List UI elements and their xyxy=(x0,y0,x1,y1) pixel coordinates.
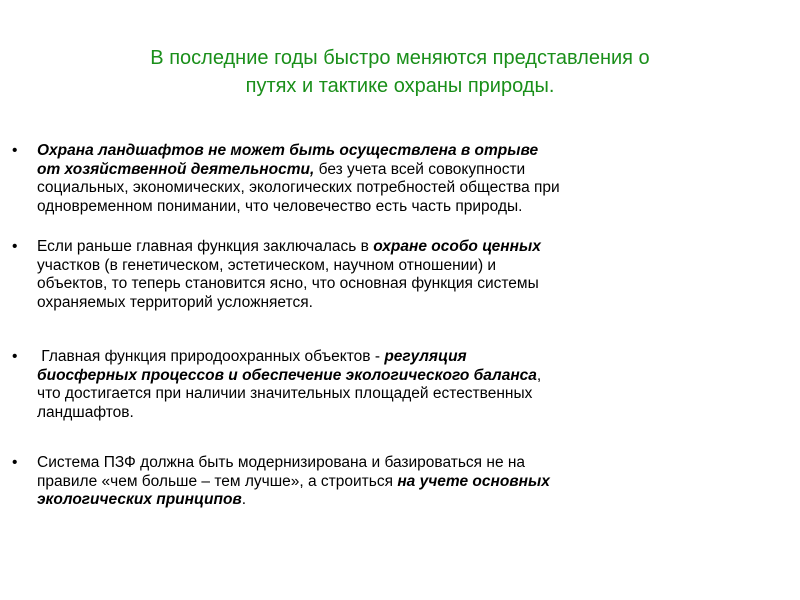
bullet-dot-icon: • xyxy=(12,454,18,471)
plain-text: , xyxy=(536,366,542,384)
emphasis-text: регуляция xyxy=(384,348,467,365)
plain-text: без учета всей совокупности xyxy=(314,160,526,178)
emphasis-text: от хозяйственной деятельности, xyxy=(37,160,315,178)
bullet-item-2 xyxy=(10,238,795,312)
bullet-item-3 xyxy=(10,348,795,422)
emphasis-text: на учете основных xyxy=(397,472,550,490)
bullet-2-line-3: объектов, то теперь становится ясно, что основная функция системы xyxy=(37,275,539,292)
bullet-dot-icon: • xyxy=(12,348,18,365)
bullet-2-line-4: охраняемых территорий усложняется. xyxy=(37,293,313,311)
bullet-1-line-3: социальных, экономических, экологических потребностей общества при xyxy=(37,179,560,196)
bullet-4-line-3 xyxy=(37,491,795,510)
bullet-3-line-1 xyxy=(37,348,795,367)
bullet-3-line-3: что достигается при наличии значительных площадей естественных xyxy=(37,385,533,402)
emphasis-text: охране особо ценных xyxy=(373,238,541,255)
emphasis-text: экологических принципов xyxy=(37,491,242,508)
title-line-1: В последние годы быстро меняются представления о xyxy=(150,47,650,69)
bullet-item-1 xyxy=(10,142,795,216)
bullet-1-line-2 xyxy=(37,161,795,180)
title-line-2: путях и тактике охраны природы. xyxy=(245,75,555,97)
bullet-3-line-2 xyxy=(37,367,795,386)
plain-text: . xyxy=(241,491,247,508)
bullet-2-line-1 xyxy=(37,238,795,257)
plain-text: правиле «чем больше – тем лучше», а строиться xyxy=(37,472,398,490)
bullet-1-line-4: одновременном понимании, что человечество есть часть природы. xyxy=(37,197,523,215)
bullet-dot-icon: • xyxy=(12,142,18,159)
bullet-4-line-1: Система ПЗФ должна быть модернизирована и базироваться не на xyxy=(37,454,526,471)
bullet-2-line-2: участков (в генетическом, эстетическом, научном отношении) и xyxy=(37,256,497,274)
emphasis-text: биосферных процессов и обеспечение экологического баланса xyxy=(37,366,537,384)
bullet-4-line-2 xyxy=(37,473,795,492)
bullet-list xyxy=(10,142,795,531)
plain-text: Если раньше главная функция заключалась в xyxy=(37,238,374,255)
plain-text: Главная функция природоохранных объектов - xyxy=(37,348,385,365)
emphasis-text: Охрана ландшафтов не может быть осуществлена в отрыве xyxy=(37,142,539,159)
bullet-3-line-4: ландшафтов. xyxy=(37,403,134,421)
bullet-1-line-1 xyxy=(37,142,795,161)
bullet-item-4 xyxy=(10,454,795,510)
bullet-dot-icon: • xyxy=(12,238,18,255)
slide-title xyxy=(40,44,760,100)
